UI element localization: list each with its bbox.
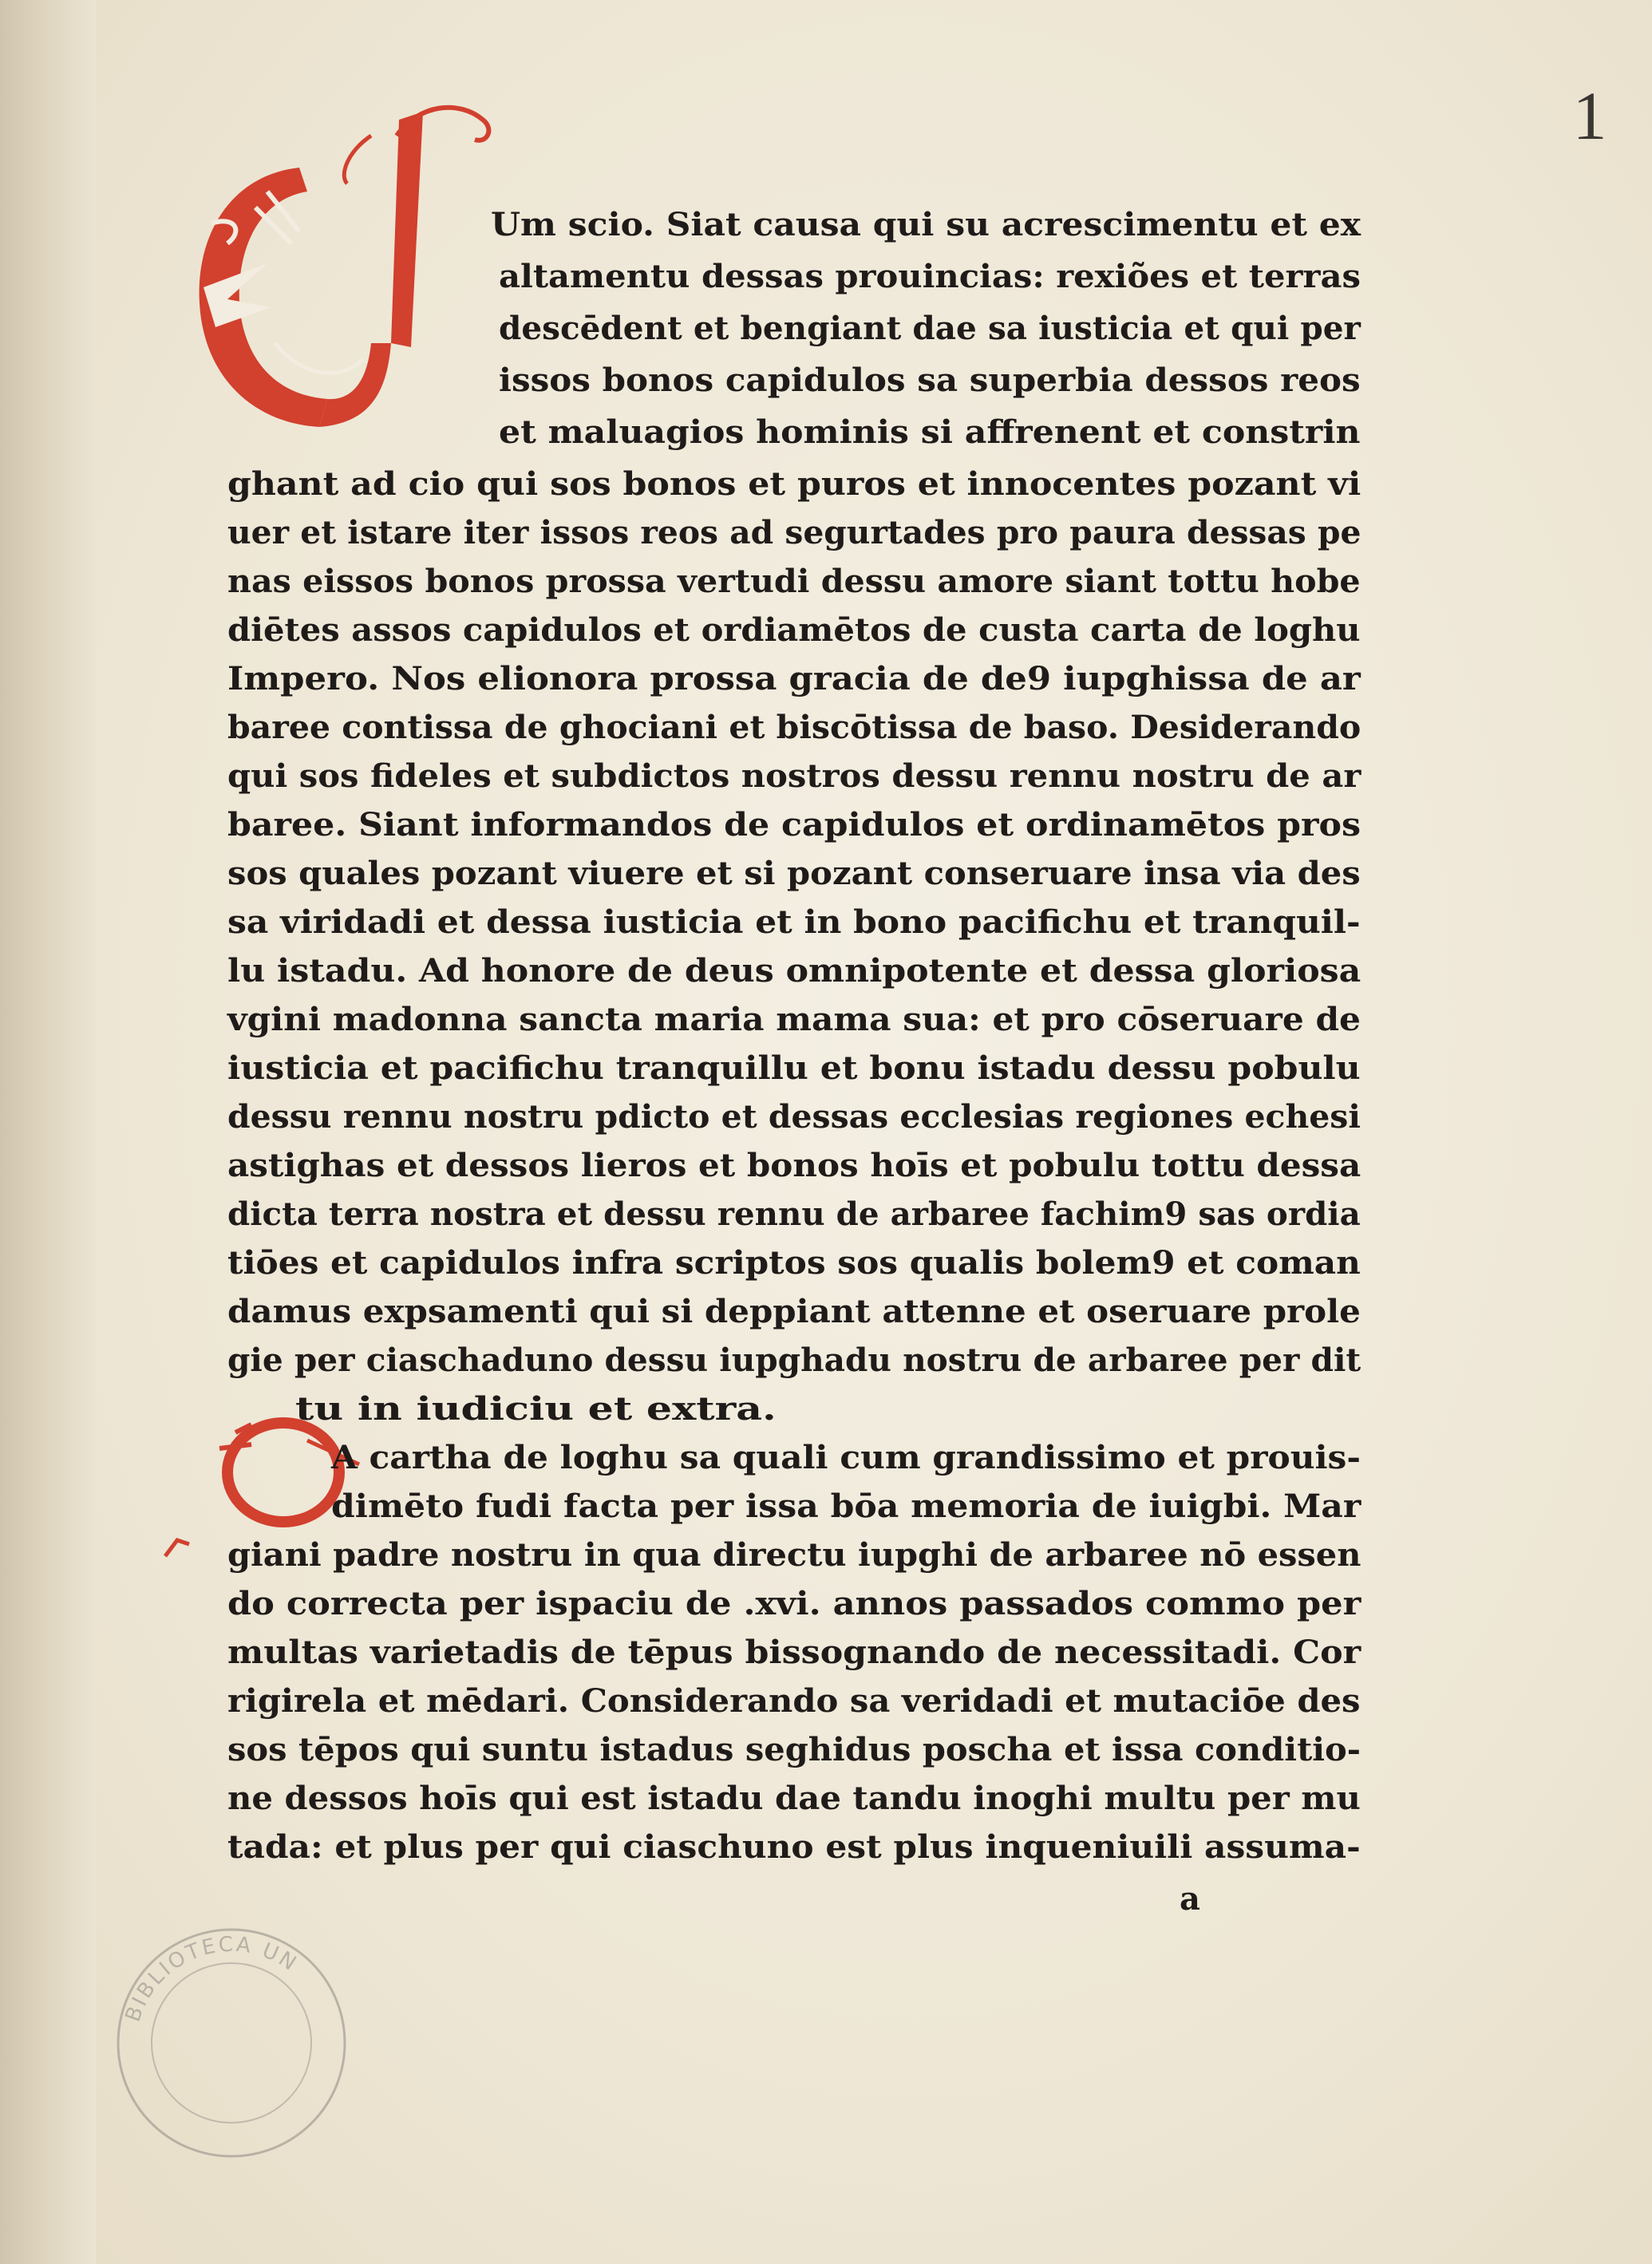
text-line: uer et istare iter issos reos ad segurtades pro paura dessas pe — [227, 513, 1362, 551]
text-line: tu in iudiciu et extra. — [295, 1389, 777, 1428]
text-line: sos tēpos qui suntu istadus seghidus poscha et issa conditio- — [227, 1730, 1362, 1768]
text-line: Um scio. Siat causa qui su acrescimentu et ex — [491, 205, 1362, 243]
text-line: gie per ciaschaduno dessu iupghadu nostru de arbaree per dit — [227, 1341, 1362, 1379]
text-line: A cartha de loghu sa quali cum grandissimo et prouis- — [331, 1438, 1361, 1476]
text-line: multas varietadis de tēpus bissognando de necessitadi. Cor — [227, 1633, 1362, 1671]
text-line: ghant ad cio qui sos bonos et puros et innocentes pozant vi — [227, 464, 1362, 503]
svg-text:BIBLIOTECA UN — [121, 1933, 302, 2025]
text-line: iusticia et pacifichu tranquillu et bonu istadu dessu pobulu — [227, 1049, 1361, 1087]
text-line: issos bonos capidulos sa superbia dessos reos — [499, 361, 1361, 399]
stamp-text: BIBLIOTECA UN — [121, 1932, 302, 2025]
text-line: tiōes et capidulos infra scriptos sos qualis bolem9 et coman — [227, 1243, 1361, 1282]
text-line: sos quales pozant viuere et si pozant conseruare insa via des — [227, 854, 1361, 892]
text-line: dicta terra nostra et dessu rennu de arbaree fachim9 sas ordia — [227, 1195, 1361, 1233]
text-line: astighas et dessos lieros et bonos hoīs et pobulu tottu dessa — [227, 1146, 1362, 1184]
text-line: sa viridadi et dessa iusticia et in bono pacifichu et tranquil- — [227, 903, 1361, 941]
binding-gutter — [0, 0, 96, 2264]
text-line: giani padre nostru in qua directu iupghi de arbaree nō essen — [227, 1535, 1362, 1574]
text-line: tada: et plus per qui ciaschuno est plus inqueniuili assuma- — [227, 1827, 1361, 1866]
text-line: dessu rennu nostru pdicto et dessas ecclesias regiones echesi — [227, 1097, 1361, 1136]
text-line: ne dessos hoīs qui est istadu dae tandu inoghi multu per mu — [227, 1779, 1361, 1817]
library-stamp — [104, 1911, 359, 2167]
text-line: baree. Siant informandos de capidulos et ordinamētos pros — [227, 805, 1362, 844]
text-line: lu istadu. Ad honore de deus omnipotente et dessa gloriosa — [227, 951, 1362, 990]
text-line: dimēto fudi facta per issa bōa memoria de iuigbi. Mar — [331, 1487, 1362, 1525]
folio-number: 1 — [1572, 77, 1607, 154]
text-line: altamentu dessas prouincias: rexiões et terras — [499, 257, 1361, 295]
text-line: vgini madonna sancta maria mama sua: et pro cōseruare de — [227, 1000, 1361, 1038]
text-line: baree contissa de ghociani et biscōtissa de baso. Desiderando — [227, 708, 1362, 746]
text-line: nas eissos bonos prossa vertudi dessu amore siant tottu hobe — [227, 562, 1361, 600]
text-line: do correcta per ispaciu de .xvi. annos passados commo per — [227, 1584, 1362, 1622]
red-margin-mark — [161, 1532, 193, 1564]
text-line: et maluagios hominis si affrenent et constrin — [499, 413, 1361, 451]
text-line: rigirela et mēdari. Considerando sa veridadi et mutaciōe des — [227, 1681, 1361, 1720]
decorated-initial-d — [180, 104, 515, 455]
text-line: diētes assos capidulos et ordiamētos de custa carta de loghu — [227, 610, 1361, 649]
text-line: damus expsamenti qui si deppiant attenne et oseruare prole — [227, 1292, 1361, 1330]
text-line: qui sos fideles et subdictos nostros dessu rennu nostru de ar — [227, 757, 1362, 795]
text-line: Impero. Nos elionora prossa gracia de de9 iupghissa de ar — [227, 659, 1361, 697]
signature-mark: a — [1180, 1880, 1200, 1918]
text-line: descēdent et bengiant dae sa iusticia et qui per — [499, 309, 1361, 347]
